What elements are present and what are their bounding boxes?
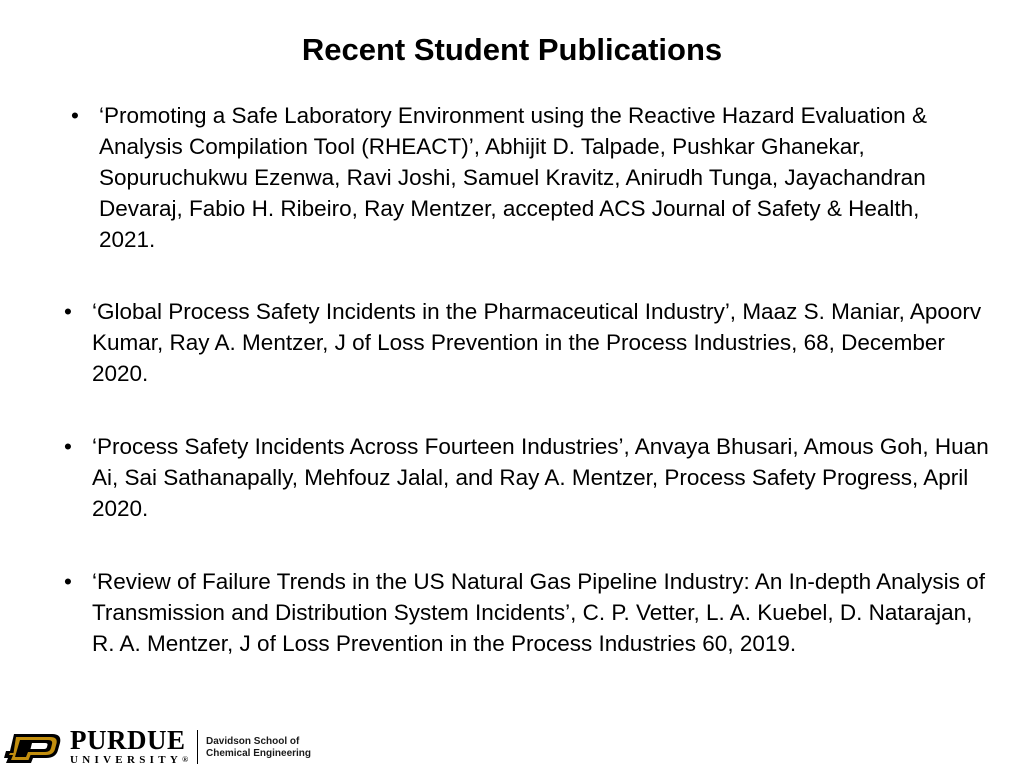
page-title: Recent Student Publications xyxy=(301,32,723,67)
university-subtitle: UNIVERSITY® xyxy=(70,754,189,766)
publication-text: ‘Global Process Safety Incidents in the Pharmaceutical Industry’, Maaz S. Maniar, Apoorv Kumar, Ray A. Mentzer, J of Loss Prevention in the Process Industries, 68, December 2020. xyxy=(92,299,982,386)
department-line-1: Davidson School of xyxy=(206,736,300,747)
publication-item xyxy=(64,431,992,524)
department-line-2: Chemical Engineering xyxy=(206,748,312,759)
publication-text: ‘Process Safety Incidents Across Fourteen Industries’, Anvaya Bhusari, Amous Goh, Huan Ai, Sai Sathanapally, Mehfouz Jalal, and Ray A. Mentzer, Process Safety Progress, April 2020. xyxy=(92,434,989,521)
publication-item xyxy=(64,296,992,389)
footer-divider xyxy=(197,730,198,764)
bullet-icon: • xyxy=(71,103,79,128)
department-name xyxy=(206,736,311,760)
purdue-motion-p-logo-icon xyxy=(2,732,62,764)
publication-item xyxy=(64,566,992,659)
publication-item xyxy=(71,100,959,255)
registered-mark: ® xyxy=(182,755,189,764)
publication-text: ‘Review of Failure Trends in the US Natural Gas Pipeline Industry: An In-depth Analysis of Transmission and Distribution System Incidents’, C. P. Vetter, L. A. Kuebel, D. Natarajan, R. A. Mentzer, J of Loss Prevention in the Process Industries 60, 2019. xyxy=(92,569,985,656)
bullet-icon: • xyxy=(64,569,72,594)
bullet-icon: • xyxy=(64,299,72,324)
publication-text: ‘Promoting a Safe Laboratory Environment using the Reactive Hazard Evaluation & Analysis Compilation Tool (RHEACT)’, Abhijit D. Talpade, Pushkar Ghanekar, Sopuruchukwu Ezenwa, Ravi Joshi, Samuel Kravitz, Anirudh Tunga, Jayachandran Devaraj, Fabio H. Ribeiro, Ray Mentzer, accepted ACS Journal of Safety & Health, 2021. xyxy=(99,103,951,252)
footer-branding xyxy=(0,724,360,768)
bullet-icon: • xyxy=(64,434,72,459)
university-name: PURDUE xyxy=(70,725,186,755)
